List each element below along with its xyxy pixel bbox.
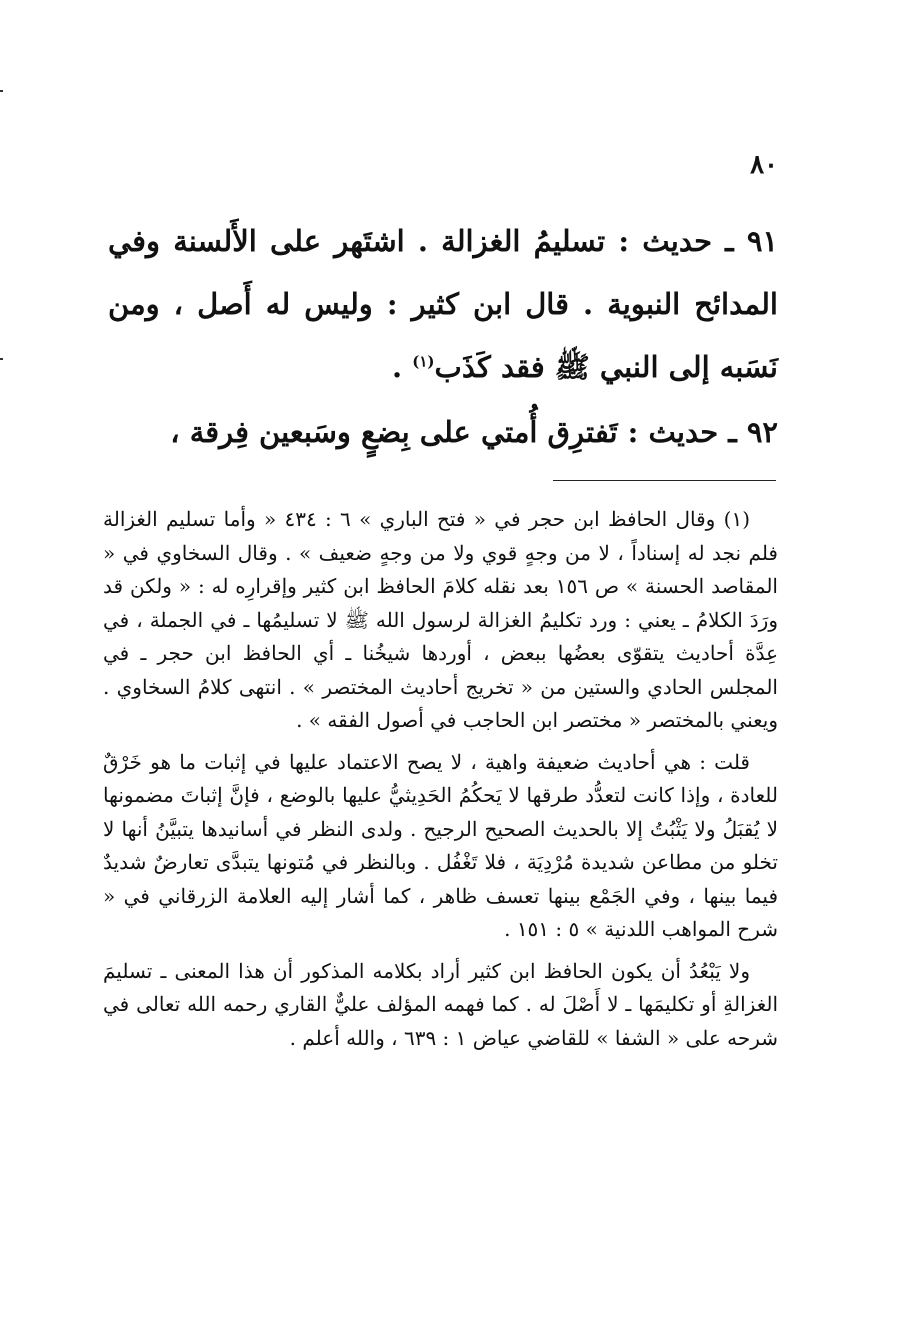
- footnotes: [103, 503, 778, 1063]
- page-number: ٨٠: [750, 150, 778, 180]
- scan-mark: [0, 358, 3, 360]
- main-text: [108, 210, 778, 466]
- footnote-paragraph: ولا يَبْعُدُ أن يكون الحافظ ابن كثير أراد بكلامه المذكور أن هذا المعنى ـ تسليمَ الغزالةِ أو تكليمَها ـ لا أَصْلَ له . كما فهمه المؤلف عليٌّ القاري رحمه الله تعالى في شرحه على « الشفا » للقاضي عياض ١ : ٦٣٩ ، والله أعلم .: [103, 958, 778, 1050]
- footnote-paragraph: قلت : هي أحاديث ضعيفة واهية ، لا يصح الاعتماد عليها في إثبات ما هو خَرْقٌ للعادة ، وإذا كانت لتعدُّد طرقها لا يَحكُمُ الحَدِيثيُّ عليها بالوضع ، فإنَّ إثباتَ مضمونها لا يُقبَلُ ولا يَثْبُتُ إلا بالحديث الصحيح الرجيح . ولدى النظر في أسانيدها يتبيَّنُ أنها لا تخلو من مطاعن شديدة مُرْدِيَة ، فلا تَغْفُل . وبالنظر في مُتونها يتبدَّى تعارضٌ شديدٌ فيما بينها ، وفي الجَمْع بينها تعسف ظاهر ، كما أشار إليه العلامة الزرقاني في « شرح المواهب اللدنية » ٥ : ١٥١ .: [103, 749, 778, 941]
- hadith-91-entry: [108, 210, 778, 399]
- footnote-separator: [553, 480, 776, 481]
- hadith-91-text: ٩١ ـ حديث : تسليمُ الغزالة . اشتَهر على الأَلسنة وفي المدائح النبوية . قال ابن كثير : وليس له أَصل ، ومن نَسَبه إلى النبي ﷺ فقد كَذَب: [108, 224, 778, 384]
- hadith-92-entry: ٩٢ ـ حديث : تَفترِق أُمتي على بِضعٍ وسَبعين فِرقة ،: [170, 415, 778, 449]
- scan-mark: [0, 90, 3, 92]
- footnote-1: (١) وقال الحافظ ابن حجر في « فتح الباري » ٦ : ٤٣٤ « وأما تسليم الغزالة فلم نجد له إسناداً ، لا من وجهٍ قوي ولا من وجهٍ ضعيف » . وقال السخاوي في « المقاصد الحسنة » ص ١٥٦ بعد نقله كلامَ الحافظ ابن كثير وإقرارِه له : « ولكن قد ورَدَ الكلامُ ـ يعني : ورد تكليمُ الغزالة لرسول الله ﷺ لا تسليمُها ـ في الجملة ، في عِدَّة أحاديث يتقوّى بعضُها ببعض ، أوردها شيخُنا ـ أي الحافظ ابن حجر ـ في المجلس الحادي والستين من « تخريج أحاديث المختصر » . انتهى كلامُ السخاوي . ويعني بالمختصر « مختصر ابن الحاجب في أصول الفقه » .: [103, 507, 778, 732]
- footnote-reference[interactable]: (١): [412, 352, 435, 371]
- hadith-91-end: .: [392, 350, 413, 384]
